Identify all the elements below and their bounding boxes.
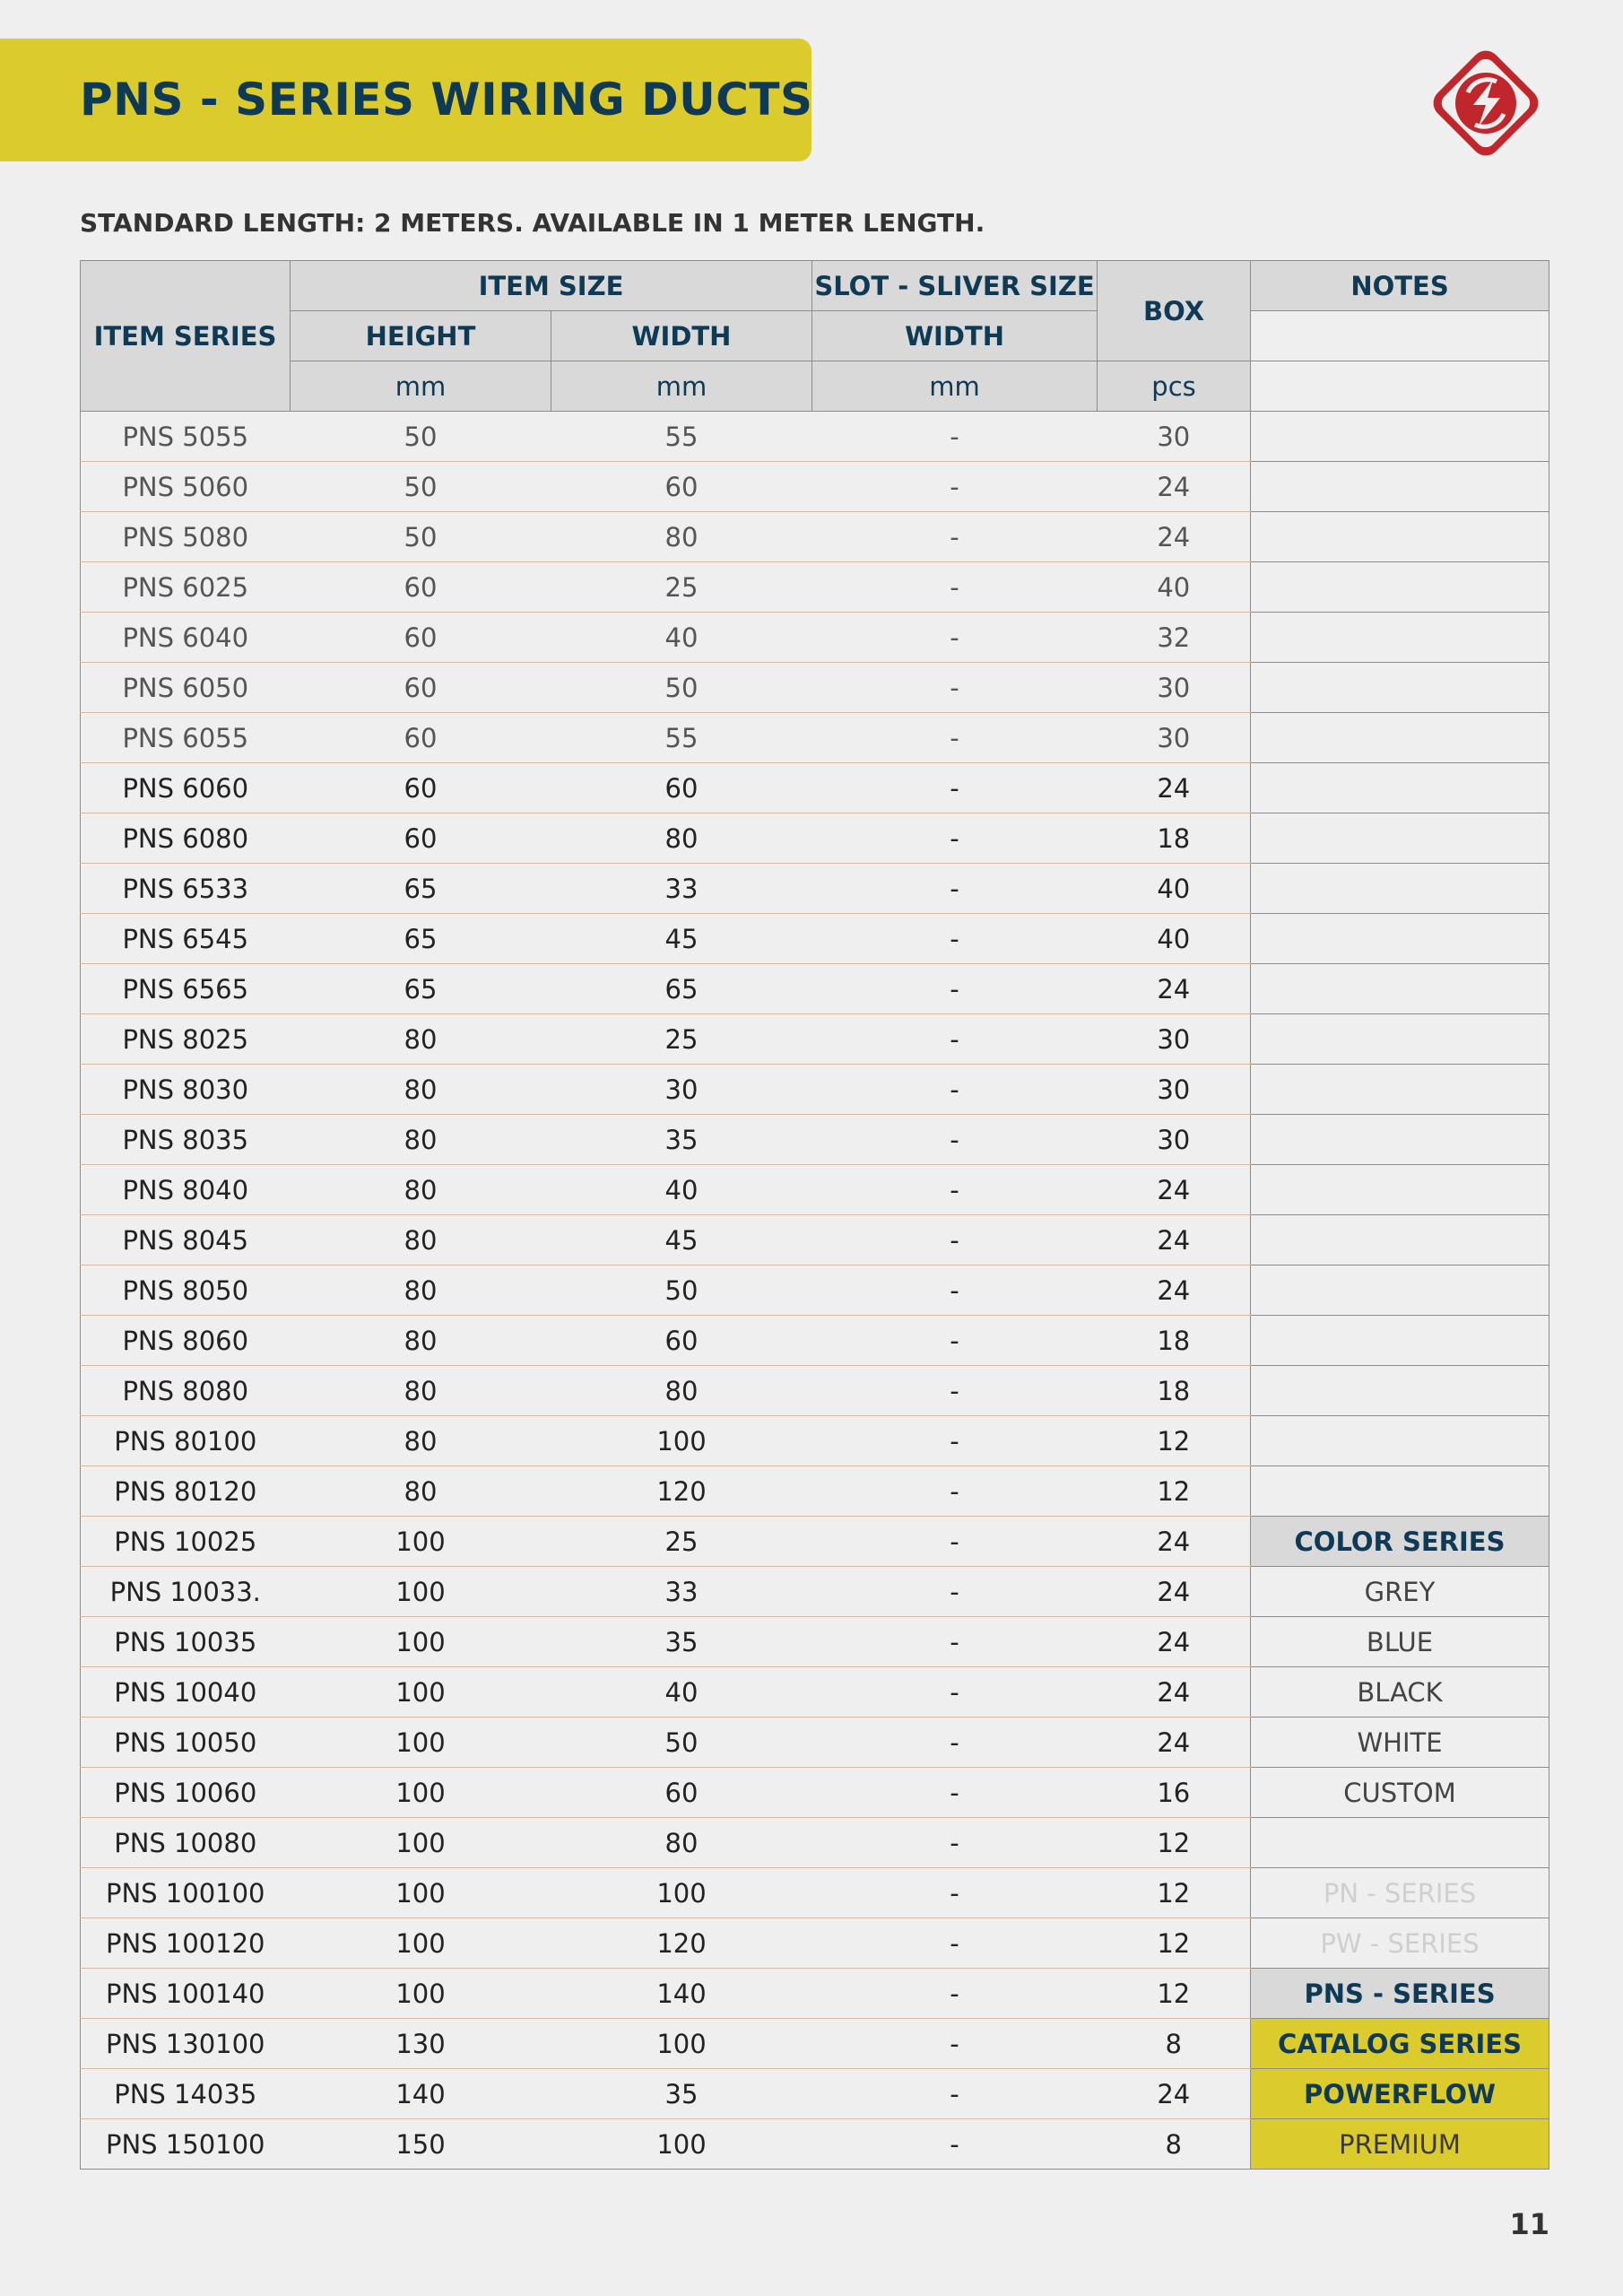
box-qty-cell: 30 <box>1098 713 1251 763</box>
slot-width-cell: - <box>812 1014 1098 1065</box>
table-row <box>81 412 1549 462</box>
width-cell: 120 <box>551 1918 812 1969</box>
product-table <box>80 260 1549 2170</box>
series-cell: PNS 80100 <box>81 1416 291 1466</box>
notes-cell <box>1251 1165 1549 1215</box>
slot-width-cell: - <box>812 1466 1098 1517</box>
table-row <box>81 1165 1549 1215</box>
table-row <box>81 1718 1549 1768</box>
header-slot-width: WIDTH <box>812 311 1098 361</box>
series-cell: PNS 10025 <box>81 1517 291 1567</box>
series-cell: PNS 150100 <box>81 2119 291 2170</box>
table-row <box>81 914 1549 964</box>
height-cell: 100 <box>291 1617 551 1667</box>
notes-cell <box>1251 512 1549 562</box>
height-cell: 100 <box>291 1868 551 1918</box>
slot-width-cell: - <box>812 1165 1098 1215</box>
table-row <box>81 713 1549 763</box>
table-row <box>81 512 1549 562</box>
series-cell: PNS 10035 <box>81 1617 291 1667</box>
series-cell: PNS 8025 <box>81 1014 291 1065</box>
box-qty-cell: 8 <box>1098 2019 1251 2069</box>
slot-width-cell: - <box>812 964 1098 1014</box>
table-row <box>81 1115 1549 1165</box>
series-cell: PNS 6545 <box>81 914 291 964</box>
slot-width-cell: - <box>812 763 1098 813</box>
width-cell: 100 <box>551 1868 812 1918</box>
height-cell: 100 <box>291 1567 551 1617</box>
height-cell: 65 <box>291 964 551 1014</box>
width-cell: 50 <box>551 663 812 713</box>
table-row <box>81 1265 1549 1316</box>
table-row <box>81 813 1549 864</box>
series-cell: PNS 10033. <box>81 1567 291 1617</box>
notes-cell <box>1251 763 1549 813</box>
page-title: PNS - SERIES WIRING DUCTS <box>80 74 813 126</box>
height-cell: 50 <box>291 512 551 562</box>
notes-cell: PW - SERIES <box>1251 1918 1549 1969</box>
height-cell: 50 <box>291 412 551 462</box>
notes-cell <box>1251 813 1549 864</box>
title-banner <box>0 39 812 161</box>
notes-cell: CUSTOM <box>1251 1768 1549 1818</box>
table-row <box>81 1517 1549 1567</box>
series-cell: PNS 6055 <box>81 713 291 763</box>
standard-length-note: STANDARD LENGTH: 2 METERS. AVAILABLE IN 1 METER LENGTH. <box>80 208 985 238</box>
box-qty-cell: 18 <box>1098 1366 1251 1416</box>
series-cell: PNS 130100 <box>81 2019 291 2069</box>
table-row <box>81 1416 1549 1466</box>
notes-cell <box>1251 713 1549 763</box>
notes-cell: PREMIUM <box>1251 2119 1549 2170</box>
width-cell: 40 <box>551 1165 812 1215</box>
box-qty-cell: 40 <box>1098 562 1251 613</box>
box-qty-cell: 30 <box>1098 1014 1251 1065</box>
height-cell: 140 <box>291 2069 551 2119</box>
series-cell: PNS 6060 <box>81 763 291 813</box>
width-cell: 40 <box>551 1667 812 1718</box>
box-qty-cell: 12 <box>1098 1466 1251 1517</box>
width-cell: 55 <box>551 412 812 462</box>
slot-width-cell: - <box>812 1517 1098 1567</box>
width-cell: 65 <box>551 964 812 1014</box>
box-qty-cell: 30 <box>1098 412 1251 462</box>
slot-width-cell: - <box>812 713 1098 763</box>
width-cell: 25 <box>551 562 812 613</box>
height-cell: 60 <box>291 763 551 813</box>
width-cell: 100 <box>551 1416 812 1466</box>
box-qty-cell: 24 <box>1098 462 1251 512</box>
table-row <box>81 1918 1549 1969</box>
width-cell: 60 <box>551 1768 812 1818</box>
height-cell: 60 <box>291 813 551 864</box>
series-cell: PNS 100140 <box>81 1969 291 2019</box>
box-qty-cell: 32 <box>1098 613 1251 663</box>
slot-width-cell: - <box>812 1115 1098 1165</box>
box-qty-cell: 12 <box>1098 1416 1251 1466</box>
table-row <box>81 562 1549 613</box>
slot-width-cell: - <box>812 562 1098 613</box>
series-cell: PNS 80120 <box>81 1466 291 1517</box>
height-cell: 80 <box>291 1265 551 1316</box>
table-row <box>81 1466 1549 1517</box>
box-qty-cell: 12 <box>1098 1969 1251 2019</box>
height-cell: 60 <box>291 613 551 663</box>
box-qty-cell: 40 <box>1098 864 1251 914</box>
table-row <box>81 613 1549 663</box>
series-cell: PNS 8050 <box>81 1265 291 1316</box>
height-cell: 150 <box>291 2119 551 2170</box>
width-cell: 35 <box>551 2069 812 2119</box>
box-qty-cell: 24 <box>1098 1165 1251 1215</box>
series-cell: PNS 10080 <box>81 1818 291 1868</box>
width-cell: 80 <box>551 1818 812 1868</box>
table-row <box>81 1316 1549 1366</box>
series-cell: PNS 10040 <box>81 1667 291 1718</box>
box-qty-cell: 12 <box>1098 1818 1251 1868</box>
page-number: 11 <box>1509 2207 1549 2241</box>
slot-width-cell: - <box>812 1065 1098 1115</box>
slot-width-cell: - <box>812 1969 1098 2019</box>
table-row <box>81 1014 1549 1065</box>
series-cell: PNS 6050 <box>81 663 291 713</box>
slot-width-cell: - <box>812 2069 1098 2119</box>
notes-cell <box>1251 613 1549 663</box>
height-cell: 100 <box>291 1718 551 1768</box>
notes-cell <box>1251 1316 1549 1366</box>
series-cell: PNS 6080 <box>81 813 291 864</box>
slot-width-cell: - <box>812 1768 1098 1818</box>
series-cell: PNS 5055 <box>81 412 291 462</box>
series-cell: PNS 10060 <box>81 1768 291 1818</box>
height-cell: 80 <box>291 1416 551 1466</box>
notes-cell <box>1251 1416 1549 1466</box>
table-row <box>81 1969 1549 2019</box>
table-row <box>81 864 1549 914</box>
width-cell: 35 <box>551 1617 812 1667</box>
width-cell: 60 <box>551 763 812 813</box>
height-cell: 80 <box>291 1316 551 1366</box>
unit-box: pcs <box>1098 361 1251 412</box>
slot-width-cell: - <box>812 613 1098 663</box>
notes-cell <box>1251 1366 1549 1416</box>
slot-width-cell: - <box>812 663 1098 713</box>
table-row <box>81 1617 1549 1667</box>
header-box: BOX <box>1098 261 1251 361</box>
table-row <box>81 2119 1549 2170</box>
series-cell: PNS 100100 <box>81 1868 291 1918</box>
width-cell: 33 <box>551 864 812 914</box>
height-cell: 50 <box>291 462 551 512</box>
height-cell: 130 <box>291 2019 551 2069</box>
box-qty-cell: 40 <box>1098 914 1251 964</box>
notes-cell: GREY <box>1251 1567 1549 1617</box>
series-cell: PNS 100120 <box>81 1918 291 1969</box>
notes-cell <box>1251 1014 1549 1065</box>
height-cell: 100 <box>291 1667 551 1718</box>
height-cell: 80 <box>291 1366 551 1416</box>
box-qty-cell: 24 <box>1098 1617 1251 1667</box>
height-cell: 60 <box>291 663 551 713</box>
height-cell: 80 <box>291 1115 551 1165</box>
box-qty-cell: 30 <box>1098 1065 1251 1115</box>
notes-header-blank <box>1251 311 1549 361</box>
series-cell: PNS 8060 <box>81 1316 291 1366</box>
notes-cell: POWERFLOW <box>1251 2069 1549 2119</box>
height-cell: 80 <box>291 1165 551 1215</box>
notes-cell <box>1251 1115 1549 1165</box>
height-cell: 80 <box>291 1014 551 1065</box>
box-qty-cell: 30 <box>1098 1115 1251 1165</box>
box-qty-cell: 8 <box>1098 2119 1251 2170</box>
slot-width-cell: - <box>812 1718 1098 1768</box>
table-row <box>81 1065 1549 1115</box>
width-cell: 45 <box>551 1215 812 1265</box>
table-row <box>81 1818 1549 1868</box>
series-cell: PNS 6040 <box>81 613 291 663</box>
height-cell: 60 <box>291 713 551 763</box>
slot-width-cell: - <box>812 2019 1098 2069</box>
series-cell: PNS 8080 <box>81 1366 291 1416</box>
height-cell: 100 <box>291 1517 551 1567</box>
header-notes: NOTES <box>1251 261 1549 311</box>
height-cell: 100 <box>291 1969 551 2019</box>
width-cell: 80 <box>551 813 812 864</box>
notes-cell: WHITE <box>1251 1718 1549 1768</box>
width-cell: 30 <box>551 1065 812 1115</box>
notes-cell <box>1251 864 1549 914</box>
table-row <box>81 1215 1549 1265</box>
box-qty-cell: 24 <box>1098 1667 1251 1718</box>
slot-width-cell: - <box>812 1366 1098 1416</box>
box-qty-cell: 12 <box>1098 1918 1251 1969</box>
table-row <box>81 1366 1549 1416</box>
notes-cell: COLOR SERIES <box>1251 1517 1549 1567</box>
series-cell: PNS 6565 <box>81 964 291 1014</box>
box-qty-cell: 18 <box>1098 813 1251 864</box>
height-cell: 100 <box>291 1918 551 1969</box>
slot-width-cell: - <box>812 1818 1098 1868</box>
height-cell: 80 <box>291 1215 551 1265</box>
height-cell: 80 <box>291 1466 551 1517</box>
header-height: HEIGHT <box>291 311 551 361</box>
header-slot-size: SLOT - SLIVER SIZE <box>812 261 1098 311</box>
slot-width-cell: - <box>812 1265 1098 1316</box>
slot-width-cell: - <box>812 864 1098 914</box>
slot-width-cell: - <box>812 1567 1098 1617</box>
notes-cell: BLACK <box>1251 1667 1549 1718</box>
table-row <box>81 2069 1549 2119</box>
box-qty-cell: 16 <box>1098 1768 1251 1818</box>
width-cell: 33 <box>551 1567 812 1617</box>
slot-width-cell: - <box>812 1667 1098 1718</box>
height-cell: 60 <box>291 562 551 613</box>
box-qty-cell: 24 <box>1098 1517 1251 1567</box>
series-cell: PNS 6533 <box>81 864 291 914</box>
height-cell: 80 <box>291 1065 551 1115</box>
slot-width-cell: - <box>812 1918 1098 1969</box>
box-qty-cell: 24 <box>1098 1265 1251 1316</box>
width-cell: 50 <box>551 1718 812 1768</box>
slot-width-cell: - <box>812 1215 1098 1265</box>
series-cell: PNS 8035 <box>81 1115 291 1165</box>
width-cell: 140 <box>551 1969 812 2019</box>
table-row <box>81 1868 1549 1918</box>
height-cell: 65 <box>291 914 551 964</box>
header-width: WIDTH <box>551 311 812 361</box>
header-item-series: ITEM SERIES <box>81 261 291 412</box>
notes-cell <box>1251 663 1549 713</box>
notes-cell: PNS - SERIES <box>1251 1969 1549 2019</box>
notes-cell: BLUE <box>1251 1617 1549 1667</box>
table-row <box>81 2019 1549 2069</box>
width-cell: 35 <box>551 1115 812 1165</box>
height-cell: 65 <box>291 864 551 914</box>
slot-width-cell: - <box>812 2119 1098 2170</box>
table-row <box>81 763 1549 813</box>
width-cell: 60 <box>551 462 812 512</box>
width-cell: 25 <box>551 1517 812 1567</box>
slot-width-cell: - <box>812 1617 1098 1667</box>
unit-height: mm <box>291 361 551 412</box>
slot-width-cell: - <box>812 1416 1098 1466</box>
width-cell: 60 <box>551 1316 812 1366</box>
series-cell: PNS 6025 <box>81 562 291 613</box>
notes-cell <box>1251 1215 1549 1265</box>
width-cell: 55 <box>551 713 812 763</box>
width-cell: 80 <box>551 512 812 562</box>
width-cell: 100 <box>551 2119 812 2170</box>
unit-slot: mm <box>812 361 1098 412</box>
box-qty-cell: 24 <box>1098 763 1251 813</box>
unit-width: mm <box>551 361 812 412</box>
box-qty-cell: 30 <box>1098 663 1251 713</box>
table-row <box>81 1768 1549 1818</box>
width-cell: 100 <box>551 2019 812 2069</box>
series-cell: PNS 10050 <box>81 1718 291 1768</box>
table-row <box>81 964 1549 1014</box>
series-cell: PNS 8030 <box>81 1065 291 1115</box>
box-qty-cell: 24 <box>1098 964 1251 1014</box>
notes-cell: PN - SERIES <box>1251 1868 1549 1918</box>
width-cell: 50 <box>551 1265 812 1316</box>
box-qty-cell: 24 <box>1098 1718 1251 1768</box>
slot-width-cell: - <box>812 813 1098 864</box>
series-cell: PNS 8045 <box>81 1215 291 1265</box>
notes-cell <box>1251 1466 1549 1517</box>
notes-cell <box>1251 1265 1549 1316</box>
slot-width-cell: - <box>812 1316 1098 1366</box>
series-cell: PNS 5060 <box>81 462 291 512</box>
series-cell: PNS 14035 <box>81 2069 291 2119</box>
box-qty-cell: 12 <box>1098 1868 1251 1918</box>
height-cell: 100 <box>291 1818 551 1868</box>
notes-cell <box>1251 562 1549 613</box>
slot-width-cell: - <box>812 462 1098 512</box>
lightning-diamond-logo <box>1421 39 1550 168</box>
notes-cell <box>1251 1065 1549 1115</box>
notes-cell <box>1251 1818 1549 1868</box>
box-qty-cell: 24 <box>1098 1567 1251 1617</box>
width-cell: 80 <box>551 1366 812 1416</box>
series-cell: PNS 8040 <box>81 1165 291 1215</box>
series-cell: PNS 5080 <box>81 512 291 562</box>
box-qty-cell: 24 <box>1098 512 1251 562</box>
notes-cell <box>1251 462 1549 512</box>
box-qty-cell: 18 <box>1098 1316 1251 1366</box>
slot-width-cell: - <box>812 1868 1098 1918</box>
width-cell: 120 <box>551 1466 812 1517</box>
notes-cell <box>1251 964 1549 1014</box>
width-cell: 45 <box>551 914 812 964</box>
table-row <box>81 663 1549 713</box>
slot-width-cell: - <box>812 914 1098 964</box>
notes-cell: CATALOG SERIES <box>1251 2019 1549 2069</box>
notes-cell <box>1251 914 1549 964</box>
table-row <box>81 462 1549 512</box>
width-cell: 25 <box>551 1014 812 1065</box>
slot-width-cell: - <box>812 412 1098 462</box>
notes-cell <box>1251 412 1549 462</box>
header-item-size: ITEM SIZE <box>291 261 812 311</box>
width-cell: 40 <box>551 613 812 663</box>
height-cell: 100 <box>291 1768 551 1818</box>
table-row <box>81 1567 1549 1617</box>
slot-width-cell: - <box>812 512 1098 562</box>
box-qty-cell: 24 <box>1098 2069 1251 2119</box>
table-row <box>81 1667 1549 1718</box>
box-qty-cell: 24 <box>1098 1215 1251 1265</box>
notes-header-blank <box>1251 361 1549 412</box>
